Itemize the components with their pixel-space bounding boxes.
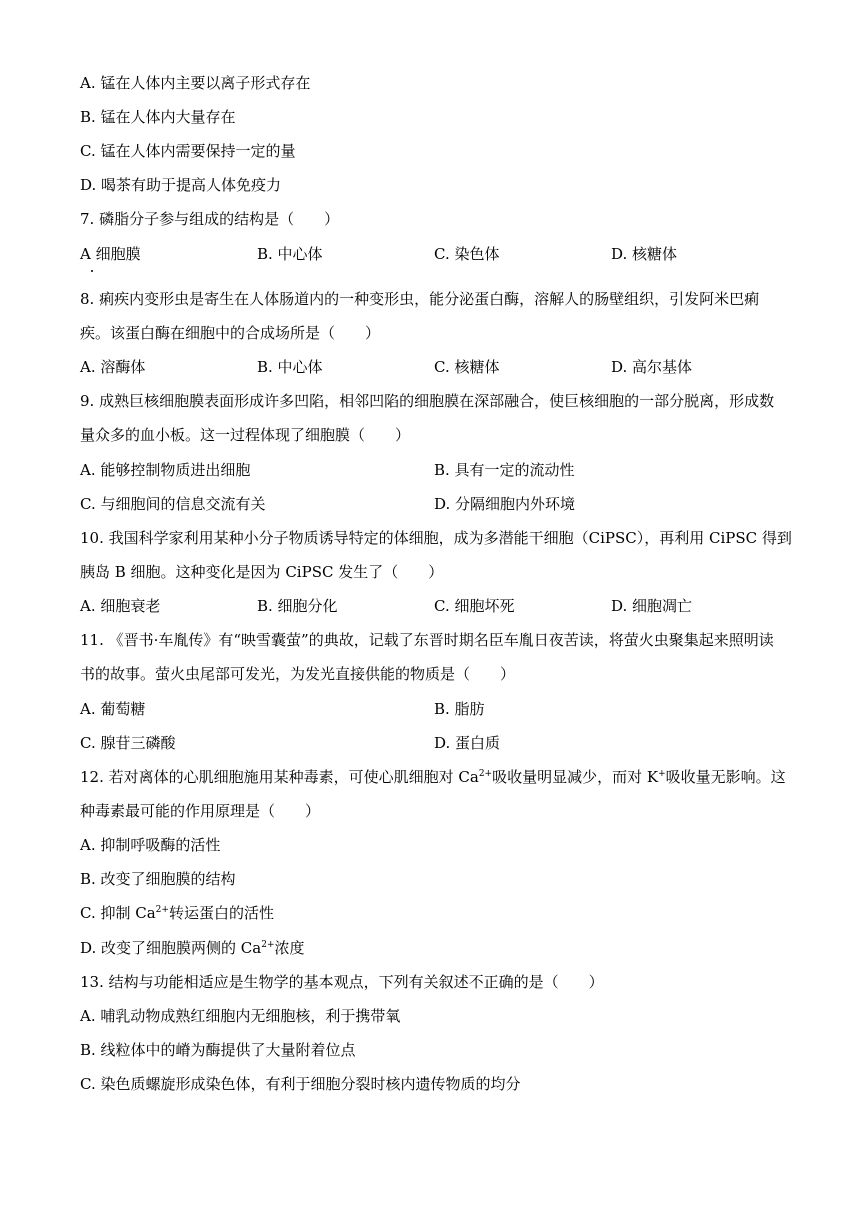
q10-option-c: C. 细胞坏死: [434, 597, 515, 615]
q11-stem-line1: 11. 《晋书·车胤传》有“映雪囊萤”的典故，记载了东晋时期名臣车胤日夜苦读，将萤火虫聚集起来照明读: [80, 631, 774, 649]
q7-options: [80, 244, 792, 264]
q11-option-a: A. 葡萄糖: [80, 700, 146, 718]
q6-option-d: D. 喝茶有助于提高人体免疫力: [80, 176, 282, 194]
q9-stem-line1: 9. 成熟巨核细胞膜表面形成许多凹陷，相邻凹陷的细胞膜在深部融合，使巨核细胞的一部分脱离，形成数: [80, 392, 775, 410]
q9-option-c: C. 与细胞间的信息交流有关: [80, 495, 266, 513]
q7-option-a: A 细胞膜: [80, 245, 141, 263]
q13-option-b: B. 线粒体中的嵴为酶提供了大量附着位点: [80, 1041, 356, 1059]
q8-option-a: A. 溶酶体: [80, 358, 146, 376]
q8-stem-line1: 8. 痢疾内变形虫是寄生在人体肠道内的一种变形虫，能分泌蛋白酶，溶解人的肠壁组织，引发阿米巴痢: [80, 290, 760, 308]
q11-options-row2: [80, 733, 792, 753]
q9-option-a: A. 能够控制物质进出细胞: [80, 461, 251, 479]
q10-stem-line1: 10. 我国科学家利用某种小分子物质诱导特定的体细胞，成为多潜能干细胞（CiPSC），再利用 CiPSC 得到: [80, 529, 792, 547]
q12-stem-text-c: 吸收量无影响。这: [665, 768, 786, 786]
q8-option-d: D. 高尔基体: [611, 358, 693, 376]
q7-option-c: C. 染色体: [434, 245, 500, 263]
q11-option-d: D. 蛋白质: [434, 734, 501, 752]
q8-option-b: B. 中心体: [257, 358, 323, 376]
q13-stem: 13. 结构与功能相适应是生物学的基本观点，下列有关叙述不正确的是（ ）: [80, 973, 604, 991]
q10-option-d: D. 细胞凋亡: [611, 597, 693, 615]
q12-option-d: [80, 938, 305, 958]
q12-option-b: B. 改变了细胞膜的结构: [80, 870, 236, 888]
q12-superscript-ca: 2+: [478, 769, 493, 779]
q12-stem-line2: 种毒素最可能的作用原理是（ ）: [80, 802, 321, 820]
q8-stem-line2: 疾。该蛋白酶在细胞中的合成场所是（ ）: [80, 324, 381, 342]
q12-option-a: A. 抑制呼吸酶的活性: [80, 836, 221, 854]
q12-option-c-text-a: C. 抑制 Ca: [80, 904, 156, 922]
q12-stem-text-b: 吸收量明显减少，而对 K: [492, 768, 659, 786]
q12-option-c-superscript: 2+: [155, 905, 169, 915]
q10-option-b: B. 细胞分化: [257, 597, 338, 615]
q13-option-c: C. 染色质螺旋形成染色体，有利于细胞分裂时核内遗传物质的均分: [80, 1075, 521, 1093]
q11-stem-line2: 书的故事。萤火虫尾部可发光，为发光直接供能的物质是（ ）: [80, 665, 516, 683]
q12-option-d-superscript: 2+: [261, 940, 275, 950]
q7-option-d: D. 核糖体: [611, 245, 678, 263]
q9-option-d: D. 分隔细胞内外环境: [434, 495, 576, 513]
q11-option-b: B. 脂肪: [434, 700, 485, 718]
q12-option-c-text-b: 转运蛋白的活性: [168, 904, 274, 922]
q12-stem-text-a: 12. 若对离体的心肌细胞施用某种毒素，可使心肌细胞对 Ca: [80, 768, 479, 786]
q11-option-c: C. 腺苷三磷酸: [80, 734, 176, 752]
q8-options: [80, 357, 792, 377]
q9-options-row1: [80, 460, 792, 480]
q6-option-c: C. 锰在人体内需要保持一定的量: [80, 142, 296, 160]
q13-option-a: A. 哺乳动物成熟红细胞内无细胞核，利于携带氧: [80, 1007, 401, 1025]
q9-option-b: B. 具有一定的流动性: [434, 461, 575, 479]
q9-options-row2: [80, 494, 792, 514]
q12-option-d-text-b: 浓度: [274, 939, 305, 957]
q9-stem-line2: 量众多的血小板。这一过程体现了细胞膜（ ）: [80, 426, 411, 444]
q6-option-b: B. 锰在人体内大量存在: [80, 108, 236, 126]
q12-stem-line1: [80, 767, 786, 787]
q10-stem-line2: 胰岛 B 细胞。这种变化是因为 CiPSC 发生了（ ）: [80, 563, 444, 581]
q6-option-a: A. 锰在人体内主要以离子形式存在: [80, 74, 311, 92]
q12-option-c: [80, 903, 274, 923]
q10-option-a: A. 细胞衰老: [80, 597, 161, 615]
q10-options: [80, 596, 792, 616]
q11-options-row1: [80, 699, 792, 719]
q8-option-c: C. 核糖体: [434, 358, 500, 376]
q7-option-b: B. 中心体: [257, 245, 323, 263]
stray-dot: [91, 270, 93, 272]
q12-option-d-text-a: D. 改变了细胞膜两侧的 Ca: [80, 939, 262, 957]
q7-stem: 7. 磷脂分子参与组成的结构是（ ）: [80, 210, 340, 228]
q12-superscript-k: +: [658, 769, 666, 779]
